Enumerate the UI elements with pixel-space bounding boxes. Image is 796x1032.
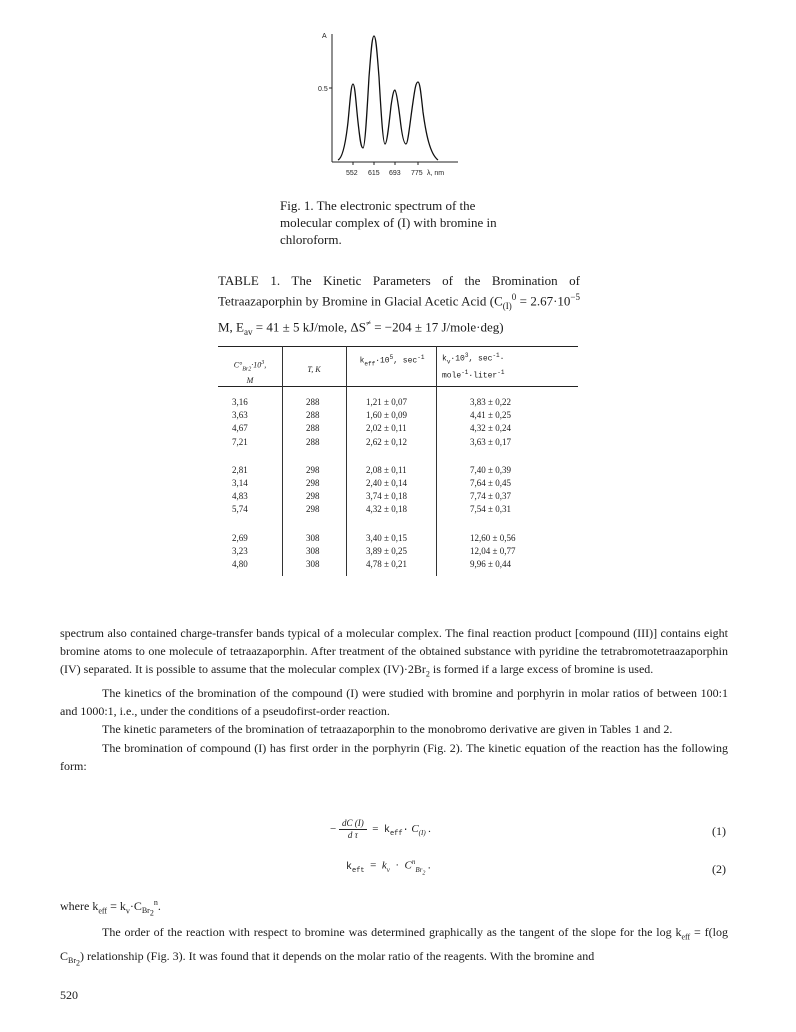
table-row: [218, 490, 578, 503]
table-cell: 7,40 ± 0,39: [470, 464, 511, 475]
table-row: [218, 532, 578, 545]
equation-1-number: (1): [712, 824, 726, 838]
header-keff: $k_{eff}\cdot 10^5$, $\sec^{-1}$: [359, 354, 425, 368]
equation-2-number: (2): [712, 862, 726, 876]
table-cell: 3,74 ± 0,18: [366, 491, 407, 502]
table-cell: 3,89 ± 0,25: [366, 545, 407, 556]
table-cell: 1,60 ± 0,09: [366, 410, 407, 421]
body-text-lower: [60, 894, 728, 973]
table-cell: 7,64 ± 0,45: [470, 478, 511, 488]
table-row: [218, 409, 578, 422]
table-row: [218, 464, 578, 477]
table-cell: 3,83 ± 0,22: [470, 397, 511, 407]
table-cell: 288: [306, 436, 320, 447]
x-tick-labels: [346, 162, 444, 177]
equation-1: − $\frac{dC (I)}{\text{d τ}}$ = $k_{eff}\cdot C_{(I)}$ .: [330, 818, 432, 840]
table-top-rule: [218, 346, 578, 347]
x-axis-unit: λ, nm: [427, 170, 445, 177]
table-cell: 3,14: [232, 478, 248, 488]
table-cell: 298: [306, 478, 320, 488]
header-temperature: T, K: [307, 365, 321, 374]
table-cell: 3,23: [232, 545, 248, 556]
table-cell: 298: [306, 491, 320, 502]
table-row: [218, 545, 578, 558]
table-cell: 7,54 ± 0,31: [470, 504, 511, 515]
paragraph-3: The kinetic parameters of the bromination of tetraazaporphin to the monobromo derivative are given in Tables 1 and 2.: [102, 722, 673, 737]
table-cell: 4,32 ± 0,18: [366, 504, 407, 515]
table-cell: 12,60 ± 0,56: [470, 532, 516, 543]
table-cell: 1,21 ± 0,07: [366, 397, 407, 407]
table-cell: 12,04 ± 0,77: [470, 545, 516, 556]
table-row: [218, 422, 578, 435]
table-row: [218, 558, 578, 571]
table-cell: 2,81: [232, 464, 248, 475]
table-cell: 4,32 ± 0,24: [470, 423, 511, 434]
paragraph-2: The kinetics of the bromination of the compound (I) were studied with bromine and porphyrin in molar ratios of between 100:1 and 1000:1, i.e., under the conditions of a pseudofirst-order reaction.: [60, 686, 728, 719]
table-cell: 2,08 ± 0,11: [366, 464, 407, 475]
table-row: [218, 396, 578, 409]
figure-caption: Fig. 1. The electronic spectrum of the molecular complex of (I) with bromine in chloroform.: [280, 198, 497, 247]
table-cell: 298: [306, 464, 320, 475]
table-cell: 3,63: [232, 410, 248, 421]
table-cell: 308: [306, 545, 320, 556]
x-tick-552: 552: [346, 170, 358, 177]
kinetic-parameters-table: [218, 346, 578, 578]
table-cell: 4,83: [232, 491, 248, 502]
paragraph-1: spectrum also contained charge-transfer bands typical of a molecular complex. The final reaction product [compound (III)] contains eight bromine atoms to one molecule of tetraazaporphin. After treatment of the obtained substance with pyridine the tetrabromotetraazaporphin (IV) separated. It is possible to assume that the molecular complex $(IV)\cdot 2Br_2$ is formed if a large excess of bromine is used.: [60, 626, 728, 679]
x-tick-615: 615: [368, 170, 380, 177]
table-cell: 3,63 ± 0,17: [470, 436, 511, 447]
y-axis-label: A: [322, 33, 327, 40]
table-row: [218, 477, 578, 490]
table-cell: 2,40 ± 0,14: [366, 478, 407, 488]
table-cell: 288: [306, 410, 320, 421]
table-cell: 7,74 ± 0,37: [470, 491, 511, 502]
table-cell: 2,02 ± 0,11: [366, 423, 407, 434]
paragraph-4: The bromination of compound (I) has first order in the porphyrin (Fig. 2). The kinetic equation of the reaction has the following form:: [60, 740, 728, 773]
table-cell: 9,96 ± 0,44: [470, 559, 511, 569]
table-cell: 288: [306, 397, 320, 407]
table-cell: 308: [306, 532, 320, 543]
table-cell: 7,21: [232, 436, 248, 447]
table-cell: 4,80: [232, 559, 248, 569]
page-number: 520: [60, 988, 78, 1002]
x-tick-775: 775: [411, 170, 423, 177]
table-cell: 308: [306, 559, 320, 569]
y-tick-label: 0.5: [318, 86, 328, 93]
table-row: [218, 436, 578, 449]
table-title: TABLE 1. The Kinetic Parameters of the Bromination of Tetraazaporphin by Bromine in Glacial Acetic Acid ($C_{(I)}^0 = 2.67\cdot 10^{-5}$ M, $E_{av} = 41 \pm 5$ kJ/mole, ΔS≠ = −204 ± 17 J/mole·deg): [218, 273, 580, 337]
table-cell: 4,78 ± 0,21: [366, 559, 407, 569]
table-cell: 5,74: [232, 504, 248, 515]
header-concentration: $C^\circ_{Br2}\cdot 10^3$, M: [233, 360, 267, 386]
body-text-upper: [60, 624, 728, 775]
table-cell: 2,62 ± 0,12: [366, 436, 407, 447]
table-row: [218, 503, 578, 516]
table-cell: 2,69: [232, 532, 248, 543]
table-cell: 4,67: [232, 423, 248, 434]
paragraph-5: where $k_{eff} = k_v\cdot C_{Br_2}^n$.: [60, 898, 161, 918]
paragraph-6: The order of the reaction with respect to bromine was determined graphically as the tangent of the slope for the $\log k_{eff} = f(\log$ $C_{Br_2}$) relationship (Fig. 3). It was found that it depends on the molar ratio of the reagents. With the bromine and: [60, 925, 728, 968]
table-cell: 298: [306, 504, 320, 515]
x-tick-693: 693: [389, 170, 401, 177]
absorption-spectrum-figure: [310, 22, 470, 190]
table-cell: 3,40 ± 0,15: [366, 532, 407, 543]
equation-2: $k_{eft} = k_v \cdot C^n_{Br_2}$ .: [346, 858, 431, 877]
spectrum-curve: [338, 36, 438, 160]
table-cell: 4,41 ± 0,25: [470, 410, 511, 421]
header-kv: $k_v\cdot 10^3$, $\sec^{-1}\cdot$ mole$^{-1}$·liter$^{-1}$: [442, 352, 505, 381]
table-cell: 3,16: [232, 397, 248, 407]
table-cell: 288: [306, 423, 320, 434]
